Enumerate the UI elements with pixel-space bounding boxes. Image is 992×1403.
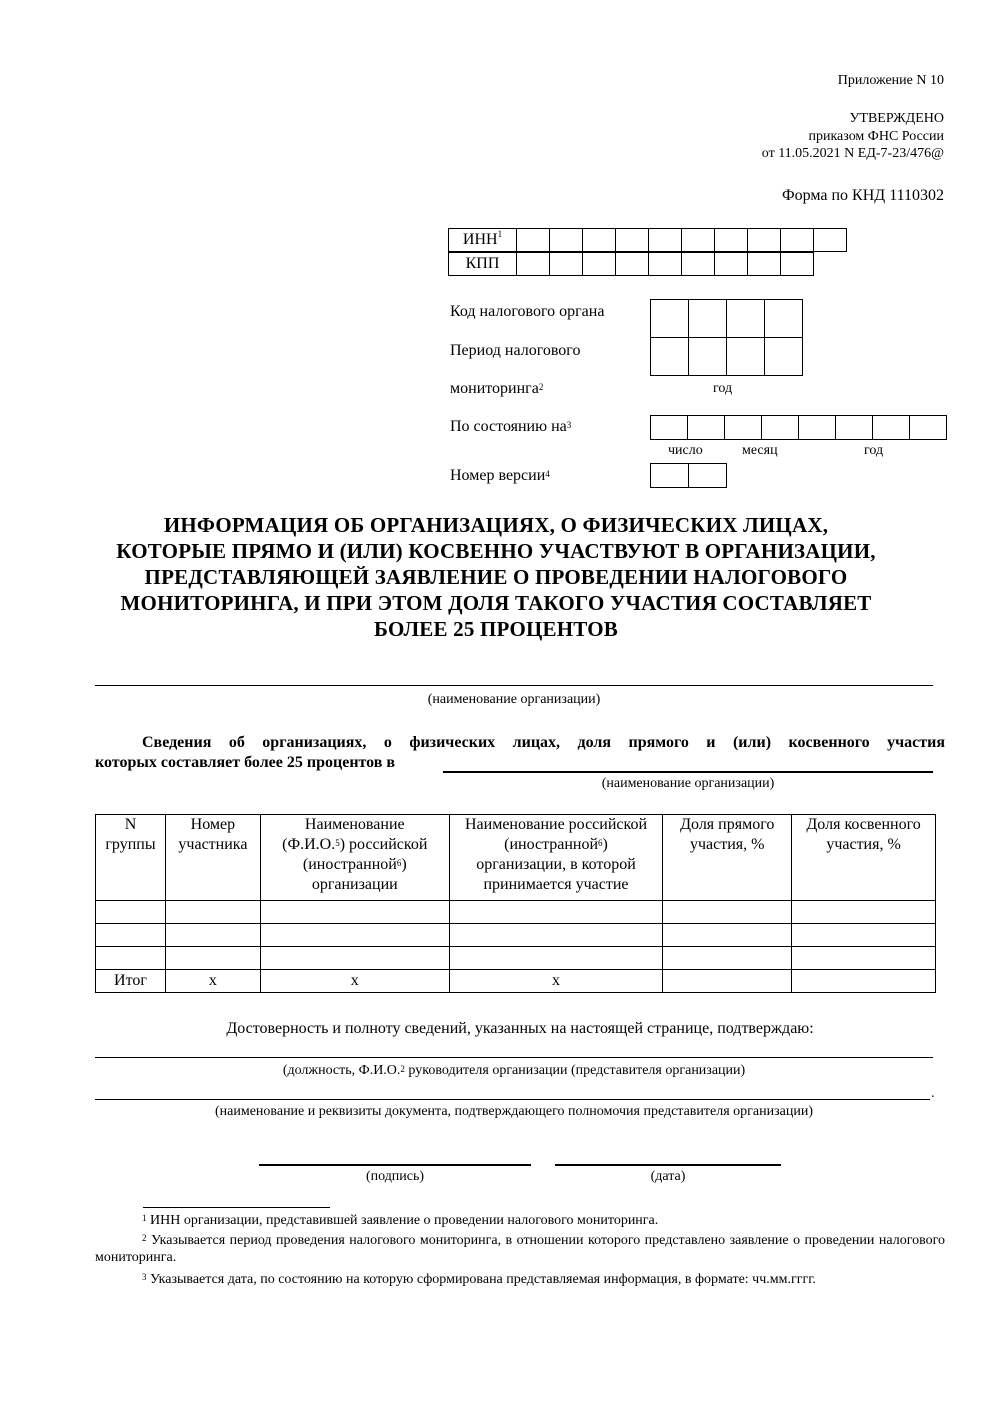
signature-caption: (подпись) bbox=[365, 1169, 425, 1184]
total-label: Итог bbox=[96, 970, 166, 993]
confirmation-text: Достоверность и полноту сведений, указанных на настоящей странице, подтверждаю: bbox=[226, 1020, 814, 1037]
total-direct-share[interactable] bbox=[663, 970, 792, 993]
order-line-1: приказом ФНС России bbox=[808, 129, 944, 144]
total-indirect-share[interactable] bbox=[792, 970, 936, 993]
inn-cell[interactable] bbox=[814, 229, 847, 252]
table-cell[interactable] bbox=[449, 924, 663, 947]
kpp-cell[interactable] bbox=[748, 253, 781, 276]
order-line-2: от 11.05.2021 N ЕД-7-23/476@ bbox=[761, 146, 944, 161]
form-code: Форма по КНД 1110302 bbox=[781, 187, 944, 204]
table-cell[interactable] bbox=[96, 924, 166, 947]
total-cell: x bbox=[449, 970, 663, 993]
approved-label: УТВЕРЖДЕНО bbox=[849, 111, 944, 126]
col-header-target-org: Наименование российской (иностранной$^6$) организации, в которой принимается участие bbox=[449, 815, 663, 901]
table-cell[interactable] bbox=[792, 924, 936, 947]
period-year-caption: год bbox=[713, 381, 733, 396]
footnote-2: $^2$ Указывается период проведения налогового мониторинга, в отношении которого представлено заявление о проведении налогового мониторинга. bbox=[95, 1233, 945, 1265]
tax-authority-label: Код налогового органа bbox=[450, 303, 605, 320]
line-end-dot: . bbox=[931, 1086, 935, 1101]
inn-cell[interactable] bbox=[649, 229, 682, 252]
table-cell[interactable] bbox=[792, 947, 936, 970]
participation-org-line[interactable] bbox=[443, 771, 933, 773]
table-cell[interactable] bbox=[260, 924, 449, 947]
total-cell: x bbox=[165, 970, 260, 993]
period-year-cell[interactable] bbox=[651, 338, 689, 376]
as-of-date-cells bbox=[650, 415, 947, 440]
date-year-cell[interactable] bbox=[910, 416, 947, 440]
table-cell[interactable] bbox=[449, 901, 663, 924]
day-caption: число bbox=[668, 443, 703, 458]
table-cell[interactable] bbox=[663, 924, 792, 947]
inn-label: ИНН$^1$ bbox=[449, 229, 517, 252]
table-cell[interactable] bbox=[663, 947, 792, 970]
table-row bbox=[96, 947, 936, 970]
tax-authority-cell[interactable] bbox=[689, 300, 727, 338]
kpp-cell[interactable] bbox=[715, 253, 748, 276]
tax-authority-code-cells bbox=[650, 299, 803, 376]
kpp-cell[interactable] bbox=[517, 253, 550, 276]
date-day-cell[interactable] bbox=[688, 416, 725, 440]
inn-cell[interactable] bbox=[583, 229, 616, 252]
date-caption: (дата) bbox=[650, 1169, 686, 1184]
footnote-separator bbox=[143, 1207, 330, 1208]
tax-authority-cell[interactable] bbox=[727, 300, 765, 338]
table-cell[interactable] bbox=[792, 901, 936, 924]
table-cell[interactable] bbox=[165, 901, 260, 924]
organization-name-caption: (наименование организации) bbox=[427, 692, 601, 707]
col-header-group: N группы bbox=[96, 815, 166, 901]
tax-authority-cell[interactable] bbox=[765, 300, 803, 338]
table-total-row bbox=[96, 970, 936, 993]
period-year-cell[interactable] bbox=[765, 338, 803, 376]
participants-table bbox=[95, 814, 936, 993]
kpp-row bbox=[448, 252, 814, 276]
kpp-cell[interactable] bbox=[649, 253, 682, 276]
organization-name-line[interactable] bbox=[95, 685, 933, 686]
kpp-cell[interactable] bbox=[583, 253, 616, 276]
manager-name-line[interactable] bbox=[95, 1057, 933, 1058]
month-caption: месяц bbox=[742, 443, 778, 458]
kpp-cell[interactable] bbox=[781, 253, 814, 276]
inn-row bbox=[448, 228, 847, 252]
col-header-indirect-share: Доля косвенного участия, % bbox=[792, 815, 936, 901]
table-cell[interactable] bbox=[260, 901, 449, 924]
table-cell[interactable] bbox=[96, 901, 166, 924]
intro-line-1: Сведения об организациях, о физических лицах, доля прямого и (или) косвенного участия bbox=[142, 734, 945, 751]
table-row bbox=[96, 924, 936, 947]
version-cell[interactable] bbox=[689, 464, 727, 488]
intro-line-2: которых составляет более 25 процентов в bbox=[95, 754, 396, 771]
table-cell[interactable] bbox=[96, 947, 166, 970]
document-title: ИНФОРМАЦИЯ ОБ ОРГАНИЗАЦИЯХ, О ФИЗИЧЕСКИХ ЛИЦАХ, КОТОРЫЕ ПРЯМО И (ИЛИ) КОСВЕННО УЧАСТВУЮТ В ОРГАНИЗАЦИИ, ПРЕДСТАВЛЯЮЩЕЙ ЗАЯВЛЕНИЕ О ПРОВЕДЕНИИ НАЛОГОВОГО МОНИТОРИНГА, И ПРИ ЭТОМ ДОЛЯ ТАКОГО УЧАСТИЯ СОСТАВЛЯЕТ БОЛЕЕ 25 ПРОЦЕНТОВ bbox=[116, 513, 876, 641]
table-cell[interactable] bbox=[165, 947, 260, 970]
period-year-cell[interactable] bbox=[689, 338, 727, 376]
date-month-cell[interactable] bbox=[762, 416, 799, 440]
table-cell[interactable] bbox=[260, 947, 449, 970]
col-header-name: Наименование (Ф.И.О.$^5$) российской (иностранной$^6$) организации bbox=[260, 815, 449, 901]
authority-document-caption: (наименование и реквизиты документа, подтверждающего полномочия представителя организации) bbox=[215, 1104, 813, 1119]
year-caption: год bbox=[864, 443, 884, 458]
signature-line[interactable] bbox=[259, 1164, 531, 1166]
tax-authority-cell[interactable] bbox=[651, 300, 689, 338]
participation-org-caption: (наименование организации) bbox=[601, 776, 775, 791]
version-cell[interactable] bbox=[651, 464, 689, 488]
inn-cell[interactable] bbox=[550, 229, 583, 252]
table-cell[interactable] bbox=[165, 924, 260, 947]
date-year-cell[interactable] bbox=[799, 416, 836, 440]
footnote-1: $^1$ ИНН организации, представившей заявление о проведении налогового мониторинга. bbox=[142, 1213, 659, 1228]
date-line[interactable] bbox=[555, 1164, 781, 1166]
version-cells bbox=[650, 463, 727, 488]
date-year-cell[interactable] bbox=[873, 416, 910, 440]
table-cell[interactable] bbox=[449, 947, 663, 970]
version-label: Номер версии$^4$ bbox=[450, 467, 550, 484]
table-row bbox=[96, 901, 936, 924]
kpp-cell[interactable] bbox=[550, 253, 583, 276]
col-header-participant: Номер участника bbox=[165, 815, 260, 901]
footnote-3: $^3$ Указывается дата, по состоянию на которую сформирована представляемая информация, в формате: чч.мм.гггг. bbox=[142, 1272, 816, 1287]
period-label-line-2: мониторинга$^2$ bbox=[450, 380, 544, 397]
date-day-cell[interactable] bbox=[651, 416, 688, 440]
total-cell: x bbox=[260, 970, 449, 993]
kpp-cell[interactable] bbox=[682, 253, 715, 276]
inn-cell[interactable] bbox=[748, 229, 781, 252]
kpp-cell[interactable] bbox=[616, 253, 649, 276]
period-label-line-1: Период налогового bbox=[450, 342, 581, 359]
col-header-direct-share: Доля прямого участия, % bbox=[663, 815, 792, 901]
date-year-cell[interactable] bbox=[836, 416, 873, 440]
inn-cell[interactable] bbox=[517, 229, 550, 252]
as-of-label: По состоянию $на^3$ bbox=[450, 418, 572, 435]
inn-cell[interactable] bbox=[616, 229, 649, 252]
table-header-row bbox=[96, 815, 936, 901]
authority-document-line[interactable] bbox=[95, 1099, 930, 1100]
manager-name-caption: (должность, Ф.И.О.$^2$ руководителя организации (представителя организации) bbox=[282, 1063, 746, 1078]
inn-cell[interactable] bbox=[781, 229, 814, 252]
inn-cell[interactable] bbox=[715, 229, 748, 252]
date-month-cell[interactable] bbox=[725, 416, 762, 440]
appendix-label: Приложение N 10 bbox=[837, 73, 944, 88]
period-year-cell[interactable] bbox=[727, 338, 765, 376]
kpp-label: КПП bbox=[449, 253, 517, 276]
table-cell[interactable] bbox=[663, 901, 792, 924]
inn-cell[interactable] bbox=[682, 229, 715, 252]
